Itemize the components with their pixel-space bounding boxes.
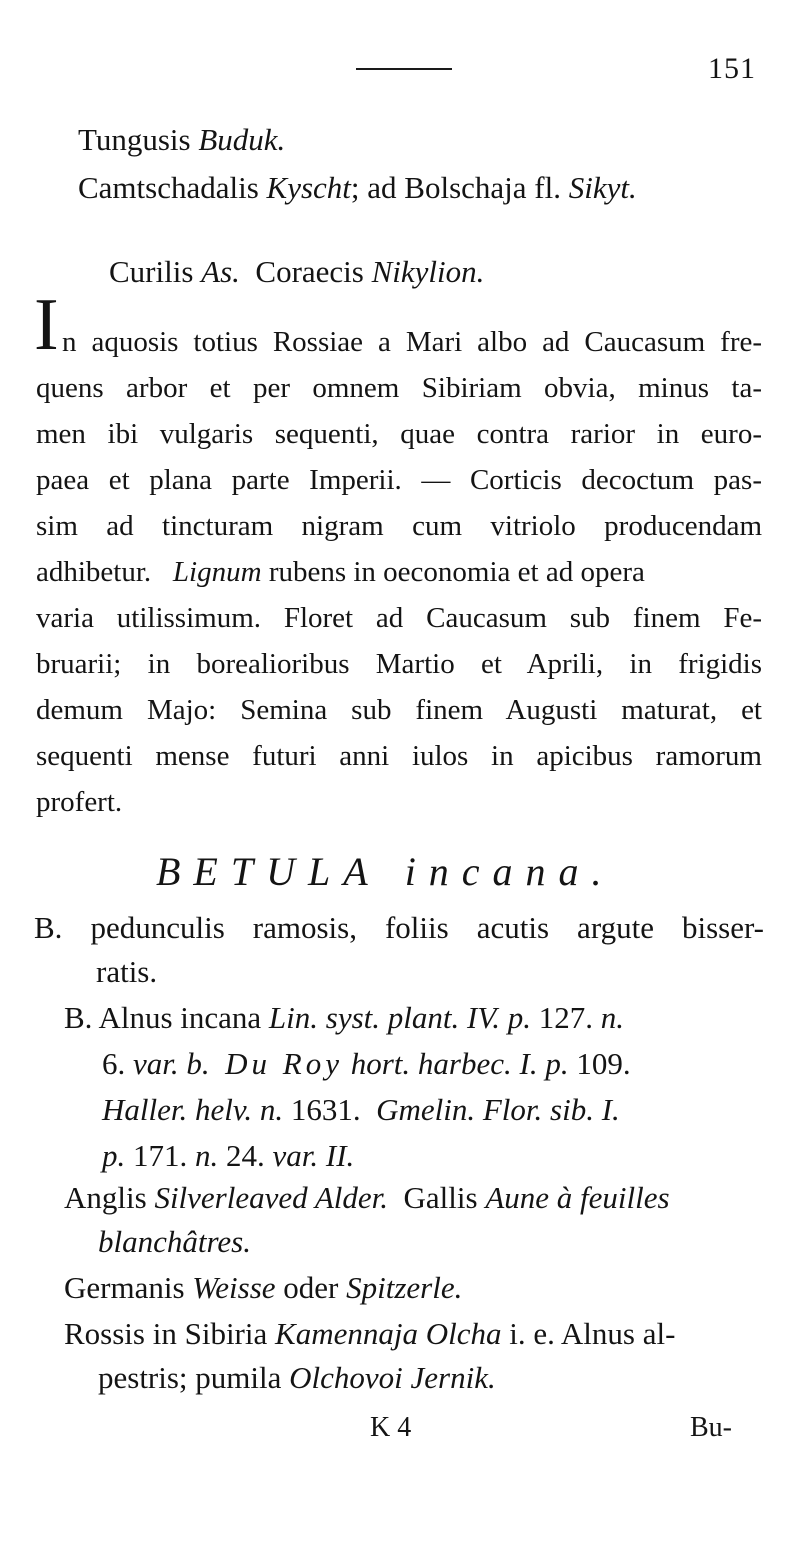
description-line-10: sequenti mense futuri anni iulos in apicibus ramorum [36, 740, 762, 772]
description-line-7: varia utilissimum. Floret ad Caucasum sub finem Fe- [36, 602, 762, 634]
diagnosis-line-1: B. pedunculis ramosis, foliis acutis argute bisser- [34, 910, 764, 945]
names-line-tungusis [78, 122, 285, 158]
text: 6. [102, 1046, 133, 1081]
citation-italic: Haller. helv. n. [102, 1092, 284, 1127]
author-italic: Du Roy [225, 1046, 343, 1081]
text: 171. [125, 1138, 195, 1173]
text: pestris; pumila [98, 1360, 290, 1395]
text: Germanis [64, 1270, 193, 1305]
name-italic: Silverleaved Alder. [154, 1180, 389, 1215]
text: Camtschadalis [78, 170, 267, 205]
vernacular-anglis [64, 1180, 670, 1216]
name-italic: Spitzerle. [346, 1270, 463, 1305]
description-line-2: quens arbor et per omnem Sibiriam obvia, minus ta- [36, 372, 762, 404]
species-epithet: incana. [404, 849, 615, 894]
citation-italic: n. [195, 1138, 219, 1173]
name-italic: Weisse [192, 1270, 276, 1305]
citation-italic: hort. harbec. I. p. [350, 1046, 569, 1081]
description-line-3: men ibi vulgaris sequenti, quae contra rarior in euro- [36, 418, 762, 450]
description-line-11: profert. [36, 786, 123, 818]
text: 1631. [283, 1092, 377, 1127]
vernacular-rossis [64, 1316, 675, 1352]
genus-name: BETULA [156, 849, 381, 894]
text [210, 1046, 226, 1081]
text [343, 1046, 351, 1081]
name-italic: Kamennaja Olcha [275, 1316, 502, 1351]
text: i. e. Alnus al- [501, 1316, 676, 1351]
citation-italic: Gmelin. Flor. sib. I. [376, 1092, 620, 1127]
text: adhibetur. [36, 556, 152, 588]
names-line-camtschadalis [78, 170, 637, 206]
synonym-line-3 [102, 1092, 620, 1128]
species-heading [156, 848, 615, 896]
vernacular-germanis [64, 1270, 462, 1306]
text: Anglis [64, 1180, 155, 1215]
text: Tungusis [78, 122, 199, 157]
text: Coraecis [239, 254, 372, 289]
signature-mark: K 4 [370, 1412, 412, 1443]
citation-italic: Lin. syst. plant. IV. p. [268, 1000, 532, 1035]
synonym-line-2 [102, 1046, 631, 1082]
synonym-line-4 [102, 1138, 354, 1174]
text: Rossis in Sibiria [64, 1316, 276, 1351]
description-line-9: demum Majo: Semina sub finem Augusti maturat, et [36, 694, 762, 726]
vernacular-anglis-cont: blanchâtres. [98, 1224, 251, 1259]
description-line-4: paea et plana parte Imperii. — Corticis decoctum pas- [36, 464, 762, 496]
lignum-italic: Lignum [172, 556, 262, 588]
drop-cap: I [34, 284, 59, 366]
text: oder [275, 1270, 347, 1305]
name-italic: Nikylion. [371, 254, 485, 289]
name-italic: Buduk. [198, 122, 286, 157]
description-line-1: n aquosis totius Rossiae a Mari albo ad Caucasum fre- [62, 326, 762, 358]
citation-italic: p. [102, 1138, 126, 1173]
text: 127. [531, 1000, 601, 1035]
text: rubens in oeconomia et ad opera [268, 556, 645, 588]
text: Curilis [109, 254, 202, 289]
name-italic: Kyscht [266, 170, 351, 205]
name-italic: As. [201, 254, 240, 289]
citation-italic: n. [600, 1000, 625, 1035]
text: 24. [218, 1138, 273, 1173]
description-line-6 [36, 554, 762, 590]
text: B. Alnus incana [64, 1000, 269, 1035]
header-rule [356, 68, 452, 70]
description-line-5: sim ad tincturam nigram cum vitriolo producendam [36, 510, 762, 542]
citation-italic: var. b. [133, 1046, 210, 1081]
names-line-curilis [78, 218, 484, 326]
text: 109. [568, 1046, 631, 1081]
page-number: 151 [708, 52, 756, 85]
synonym-line-1 [64, 1000, 624, 1036]
text: ; ad Bolschaja fl. [350, 170, 569, 205]
catchword: Bu- [690, 1412, 732, 1443]
text: Gallis [388, 1180, 486, 1215]
name-italic: Sikyt. [568, 170, 637, 205]
diagnosis-line-2: ratis. [96, 954, 158, 989]
description-line-8: bruarii; in borealioribus Martio et Aprili, in frigidis [36, 648, 762, 680]
vernacular-rossis-cont [98, 1360, 496, 1396]
name-italic: Aune à feuilles [485, 1180, 670, 1215]
name-italic: Olchovoi Jernik. [289, 1360, 496, 1395]
citation-italic: var. II. [272, 1138, 355, 1173]
